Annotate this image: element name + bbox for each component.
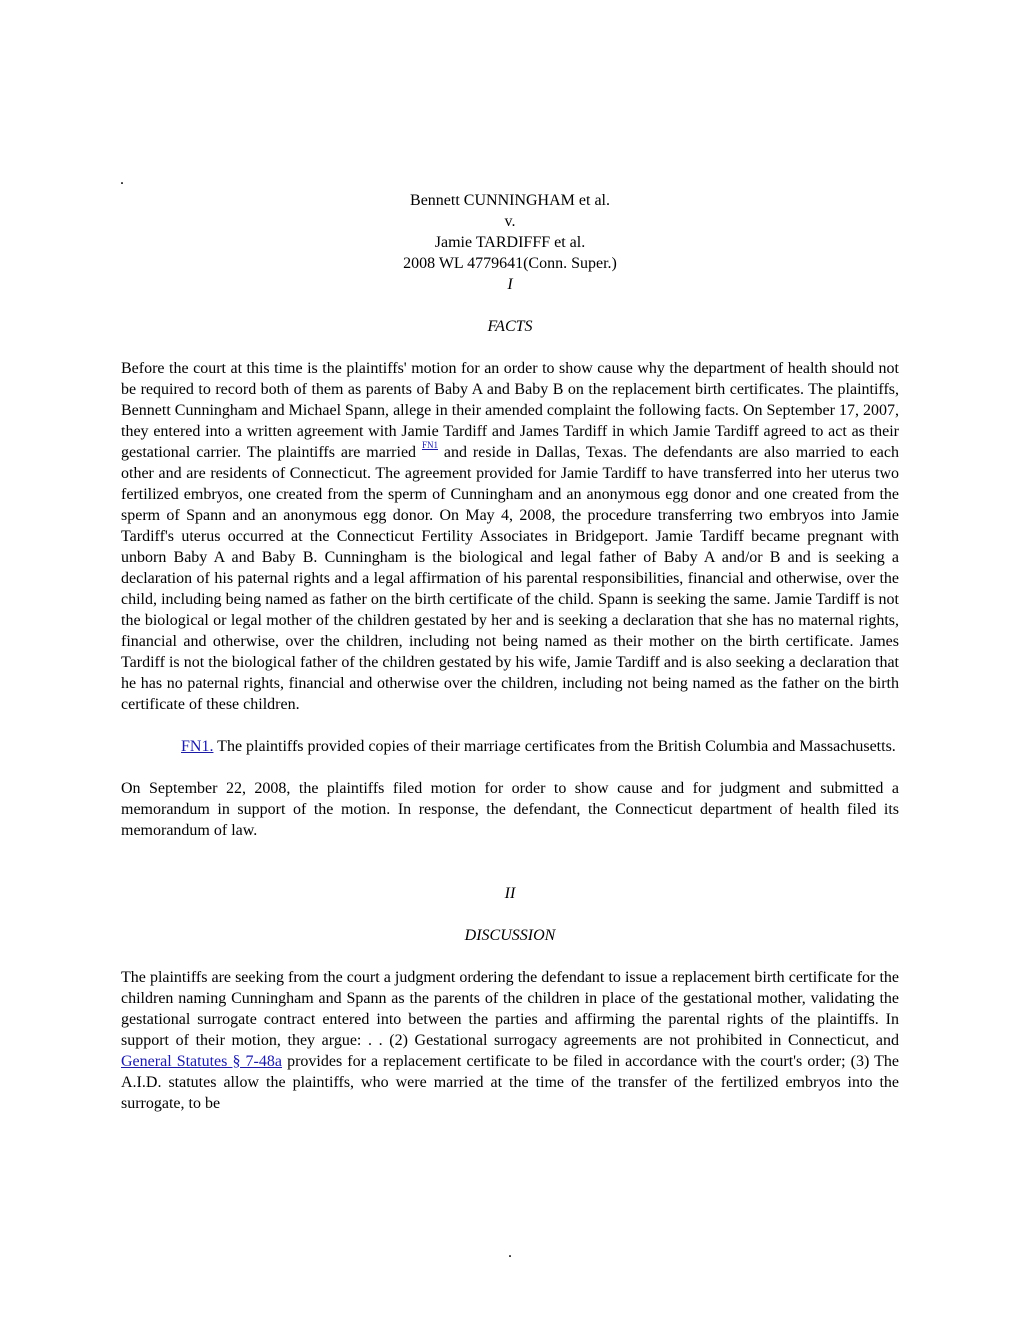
case-citation: 2008 WL 4779641(Conn. Super.) [403, 255, 617, 272]
footnote-text: The plaintiffs provided copies of their marriage certificates from the British Columbia and Massachusetts. [213, 738, 896, 755]
defendant-name: Jamie TARDIFFF et al. [434, 234, 586, 251]
part-numeral-i: I [507, 276, 513, 293]
facts-heading: FACTS [487, 318, 533, 335]
opinion-body [121, 316, 899, 1114]
footnote-label-link[interactable]: FN1. [181, 738, 214, 755]
part-numeral-ii: II [504, 885, 516, 902]
footnote [181, 736, 899, 757]
footnote-ref-link[interactable]: FN1 [421, 440, 438, 450]
facts-paragraph [121, 358, 899, 715]
facts-text-part-2: and reside in Dallas, Texas. The defendants are also married to each other and are residents of Connecticut. The agreement provided for Jamie Tardiff to have transferred into her uterus two fertilized embryos, one created from the sperm of Cunningham and an anonymous egg donor and one created from the sperm of Spann and an anonymous egg donor. On May 4, 2008, the procedure transferring two embryos into Jamie Tardiff's uterus occurred at the Connecticut Fertility Associates in Bridgeport. Jamie Tardiff became pregnant with unborn Baby A and Baby B. Cunningham is the biological and legal father of Baby A and/or B and is seeking a declaration of his paternal rights and a legal affirmation of his parental responsibilities, financial and otherwise, over the child, including being named as father on the birth certificate of the child. Spann is seeking the same. Jamie Tardiff is not the biological or legal mother of the children gestated by her and is seeking a declaration that she has no maternal rights, financial and otherwise, over the children, including not being named as their mother on the birth certificate. James Tardiff is not the biological father of the children gestated by his wife, Jamie Tardiff and is also seeking a declaration that he has no paternal rights, financial and otherwise over the children, including not being named as the father on the birth certificate of these children. [121, 444, 900, 713]
versus: v. [504, 213, 516, 230]
page-marker-top: . [120, 171, 124, 188]
discussion-text-part-2: provides for a replacement certificate to be filed in accordance with the court's order; (3) The A.I.D. statutes allow the plaintiffs, who were married at the time of the transfer of the fertilized embryos into the surrogate, to be [121, 1053, 899, 1112]
page-marker-bottom: . [508, 1244, 512, 1261]
discussion-text-part-1: The plaintiffs are seeking from the court a judgment ordering the defendant to issue a replacement birth certificate for the children naming Cunningham and Spann as the parents of the children in place of the gestational mother, validating the gestational surrogate contract entered into between the parties and affirming the parental rights of the plaintiffs. In support of their motion, they argue: . . (2) Gestational surrogacy agreements are not prohibited in Connecticut, and [121, 969, 899, 1049]
case-caption [0, 190, 1020, 295]
facts-text-part-1: Before the court at this time is the plaintiffs' motion for an order to show cause why the department of health should not be required to record both of them as parents of Baby A and Baby B on the replacement birth certificates. The plaintiffs, Bennett Cunningham and Michael Spann, allege in their amended complaint the following facts. On September 17, 2007, they entered into a written agreement with Jamie Tardiff and James Tardiff in which Jamie Tardiff agreed to act as their gestational carrier. The plaintiffs are married [121, 360, 899, 461]
procedural-paragraph: On September 22, 2008, the plaintiffs filed motion for order to show cause and for judgment and submitted a memorandum in support of the motion. In response, the defendant, the Connecticut department of health filed its memorandum of law. [121, 780, 899, 839]
statute-link[interactable]: General Statutes § 7-48a [121, 1053, 282, 1070]
discussion-heading: DISCUSSION [464, 927, 556, 944]
discussion-paragraph [121, 967, 899, 1114]
plaintiff-name: Bennett CUNNINGHAM et al. [410, 192, 610, 209]
